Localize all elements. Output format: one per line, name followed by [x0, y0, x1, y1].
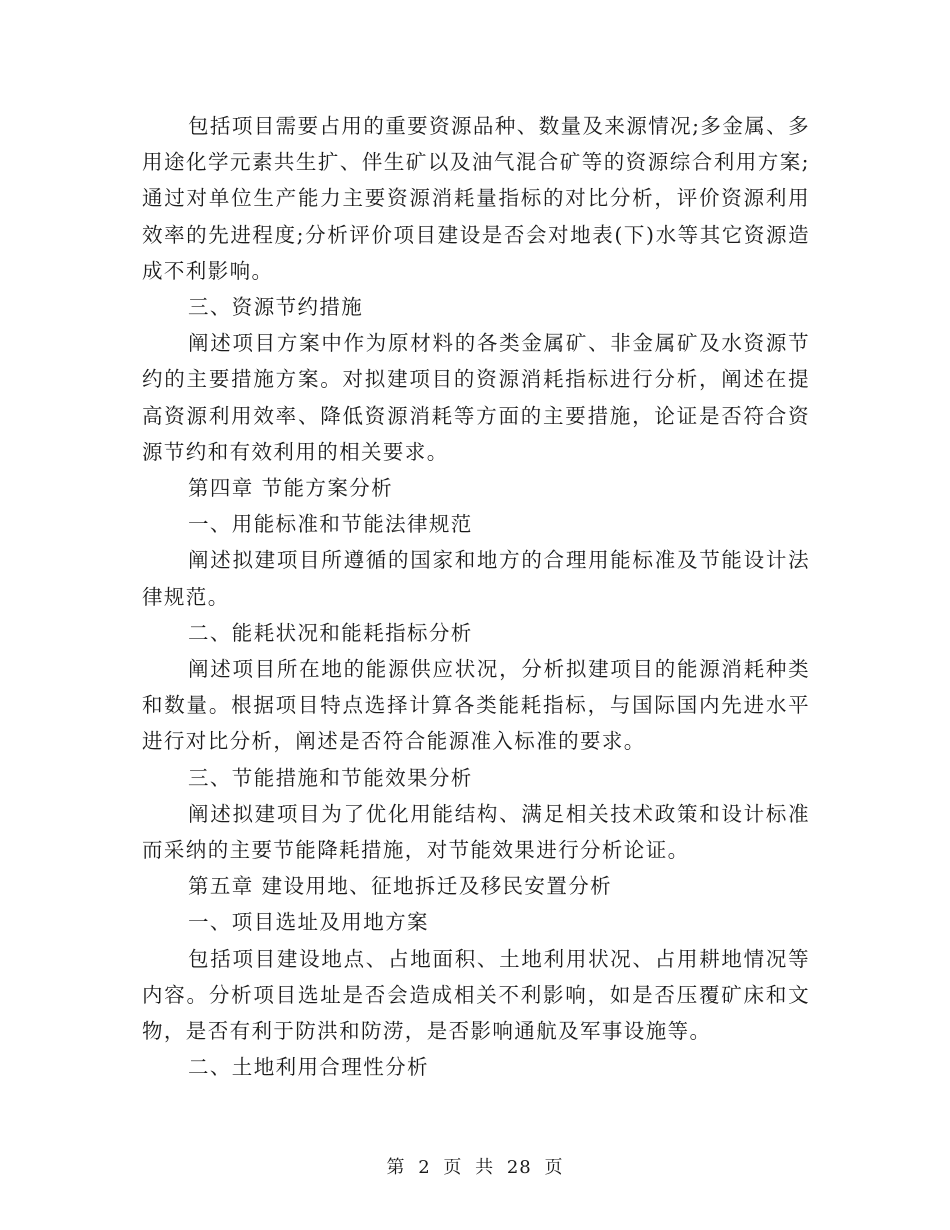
chapter-heading-5: 第五章 建设用地、征地拆迁及移民安置分析 [188, 874, 613, 899]
section-heading-site-selection: 一、项目选址及用地方案 [188, 910, 429, 935]
page-number-footer: 第 2 页 共 28 页 [386, 1157, 564, 1178]
chapter-heading-4: 第四章 节能方案分析 [188, 476, 394, 501]
paragraph-energy-measures: 阐述拟建项目为了优化用能结构、满足相关技术政策和设计标准而采纳的主要节能降耗措施，对节能效果进行分析论证。 [142, 801, 810, 863]
paragraph-energy-consumption: 阐述项目所在地的能源供应状况，分析拟建项目的能源消耗种类和数量。根据项目特点选择计算各类能耗指标，与国际国内先进水平进行对比分析，阐述是否符合能源准入标准的要求。 [142, 657, 810, 754]
paragraph-site-selection: 包括项目建设地点、占地面积、土地利用状况、占用耕地情况等内容。分析项目选址是否会造成相关不利影响，如是否压覆矿床和文物，是否有利于防洪和防涝，是否影响通航及军事设施等。 [142, 946, 810, 1044]
section-heading-land-use: 二、土地利用合理性分析 [188, 1055, 429, 1080]
document-body [142, 108, 810, 1085]
section-heading-resource-saving: 三、资源节约措施 [188, 295, 364, 320]
paragraph-resource-usage: 包括项目需要占用的重要资源品种、数量及来源情况;多金属、多用途化学元素共生扩、伴生矿以及油气混合矿等的资源综合利用方案;通过对单位生产能力主要资源消耗量指标的对比分析，评价资源利用效率的先进程度;分析评价项目建设是否会对地表(下)水等其它资源造成不利影响。 [142, 114, 810, 283]
section-heading-energy-consumption: 二、能耗状况和能耗指标分析 [188, 620, 473, 645]
section-heading-energy-measures: 三、节能措施和节能效果分析 [188, 765, 473, 790]
paragraph-resource-saving: 阐述项目方案中作为原材料的各类金属矿、非金属矿及水资源节约的主要措施方案。对拟建项目的资源消耗指标进行分析，阐述在提高资源利用效率、降低资源消耗等方面的主要措施，论证是否符合资源节约和有效利用的相关要求。 [142, 331, 810, 464]
paragraph-energy-standards: 阐述拟建项目所遵循的国家和地方的合理用能标准及节能设计法律规范。 [142, 548, 810, 609]
section-heading-energy-standards: 一、用能标准和节能法律规范 [188, 512, 473, 537]
